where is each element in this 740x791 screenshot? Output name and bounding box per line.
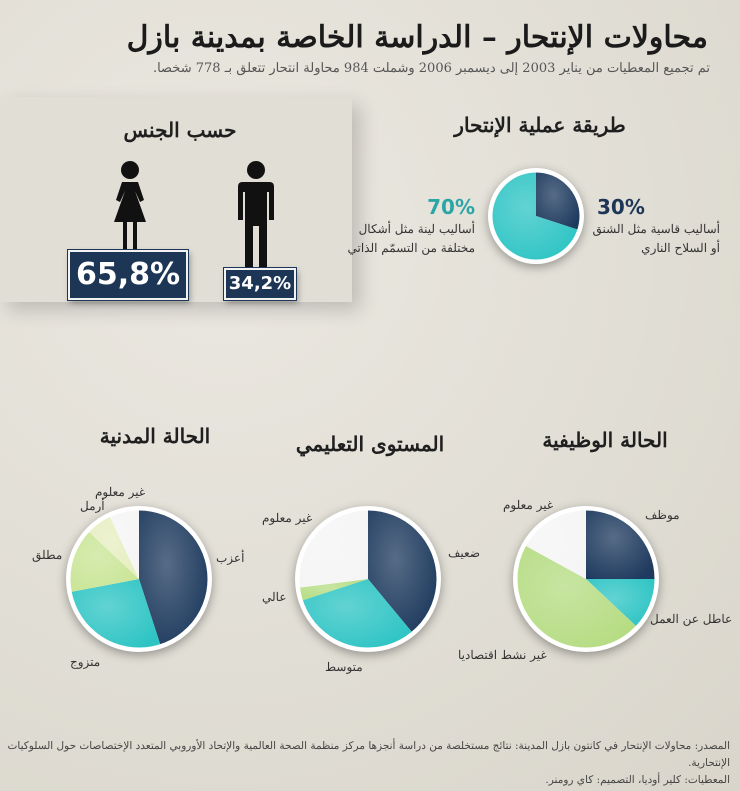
female-icon <box>100 160 160 252</box>
source-line-2: المعطيات: كلير أوديا، التصميم: كاي رومنر. <box>545 774 730 786</box>
page-subtitle: تم تجميع المعطيات من يناير 2003 إلى ديسمبر 2006 وشملت 984 محاولة انتحار تتعلق بـ 778 شخصا. <box>152 61 710 76</box>
civil-label-single: أعزب <box>216 551 245 565</box>
education-label-high: عالي <box>262 590 287 604</box>
education-title: المستوى التعليمي <box>295 432 445 456</box>
civil-label-married: متزوج <box>70 655 101 669</box>
method-title: طريقة عملية الإنتحار <box>454 113 626 137</box>
method-soft-desc-line2: مختلفة من التسمّم الذاتي <box>347 241 475 255</box>
method-hard-desc-line2: أو السلاح الناري <box>641 241 720 255</box>
education-pie-wrap <box>295 506 441 652</box>
method-pie-chart <box>488 168 584 264</box>
male-percentage-badge: 34,2% <box>224 268 296 300</box>
method-soft-desc <box>330 220 475 258</box>
method-soft-pct: 70% <box>427 195 475 219</box>
employment-title: الحالة الوظيفية <box>542 428 668 452</box>
civil-label-widowed: أرمل <box>80 499 105 513</box>
method-hard-desc <box>592 220 720 258</box>
source-line-1: المصدر: محاولات الإنتحار في كانتون بازل المدينة: نتائج مستخلصة من دراسة أنجزها مركز منظمة الصحة العالمية والإتحاد الأوروبي المتعدد الإختصاصات حول السلوكيات الإنتحارية. <box>7 740 730 769</box>
civil-title: الحالة المدنية <box>99 424 211 448</box>
method-soft-desc-line1: أساليب لينة مثل أشكال <box>358 222 475 236</box>
education-label-low: ضعيف <box>448 546 481 560</box>
employment-label-inactive: غير نشط اقتصاديا <box>458 648 547 662</box>
employment-label-employed: موظف <box>645 508 680 522</box>
method-hard-pct: 30% <box>597 195 645 219</box>
female-percentage-badge: 65,8% <box>68 250 188 300</box>
education-label-medium: متوسط <box>325 660 363 674</box>
civil-pie-wrap <box>66 506 212 652</box>
civil-pie-chart <box>66 506 212 652</box>
gender-title: حسب الجنس <box>123 118 237 142</box>
employment-pie-chart <box>513 506 659 652</box>
employment-pie-wrap <box>513 506 659 652</box>
employment-label-unknown: غير معلوم <box>503 498 554 512</box>
source-note <box>5 738 730 789</box>
education-pie-chart <box>295 506 441 652</box>
civil-label-divorced: مطلق <box>32 548 63 562</box>
civil-label-unknown: غير معلوم <box>95 485 146 499</box>
page-title: محاولات الإنتحار – الدراسة الخاصة بمدينة بازل <box>126 20 708 55</box>
method-hard-desc-line1: أساليب قاسية مثل الشنق <box>592 222 720 236</box>
method-pie-wrap <box>488 168 584 264</box>
male-icon <box>232 160 280 270</box>
education-label-unknown: غير معلوم <box>262 511 313 525</box>
employment-label-unemployed: عاطل عن العمل <box>650 612 733 626</box>
